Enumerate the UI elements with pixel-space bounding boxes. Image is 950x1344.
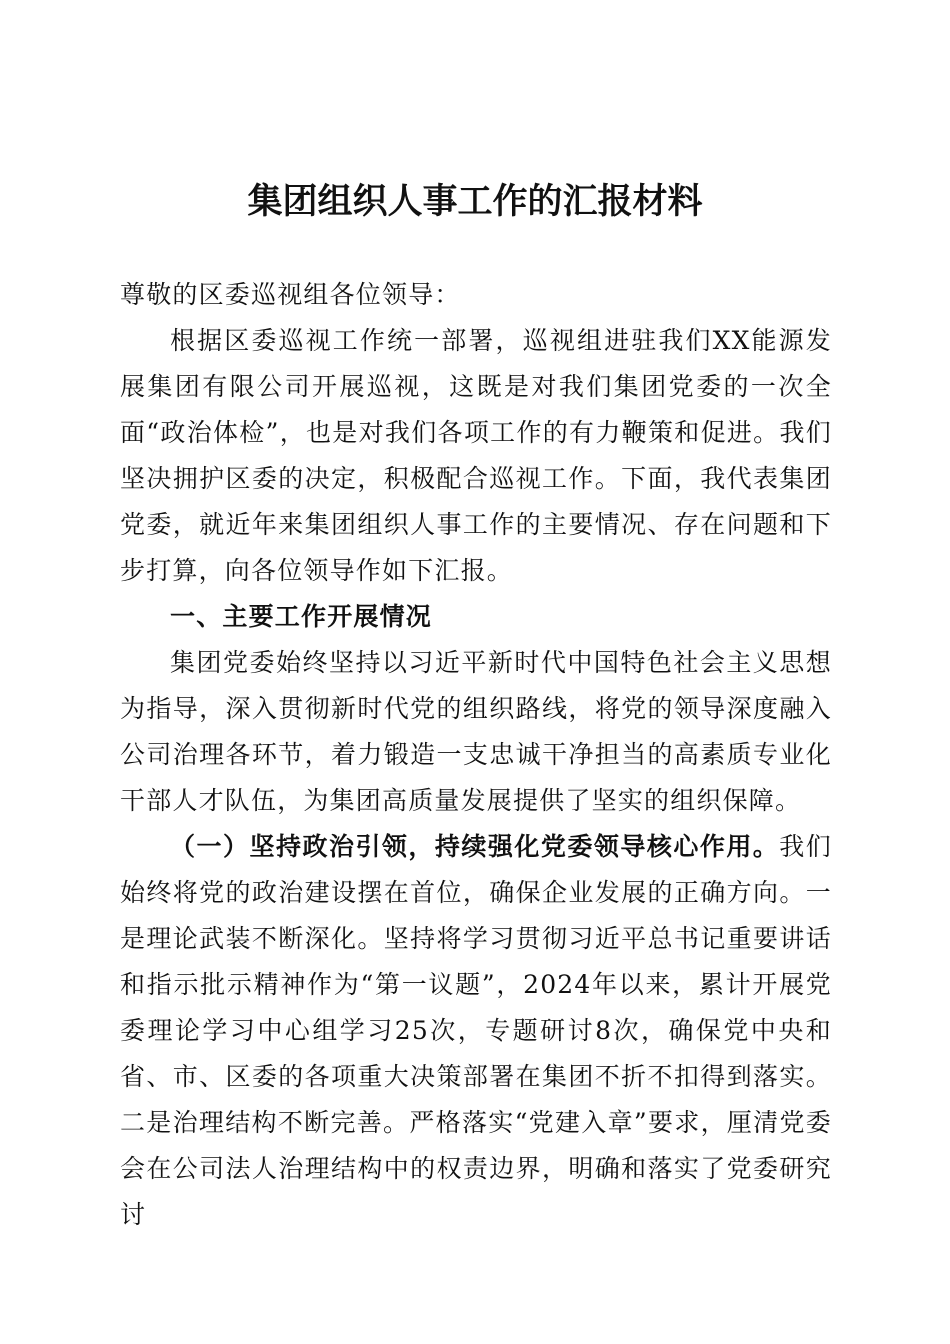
subsection-heading: （一）坚持政治引领，持续强化党委领导核心作用。 [170,832,780,861]
subsection-paragraph [120,824,832,1238]
intro-paragraph: 根据区委巡视工作统一部署，巡视组进驻我们XX能源发展集团有限公司开展巡视，这既是对我们集团党委的一次全面“政治体检”，也是对我们各项工作的有力鞭策和促进。我们坚决拥护区委的决定，积极配合巡视工作。下面，我代表集团党委，就近年来集团组织人事工作的主要情况、存在问题和下步打算，向各位领导作如下汇报。 [120,326,832,585]
subsection-text: 我们始终将党的政治建设摆在首位，确保企业发展的正确方向。一是理论武装不断深化。坚持将学习贯彻习近平总书记重要讲话和指示批示精神作为“第一议题”，2024年以来，累计开展党委理论学习中心组学习25次，专题研讨8次，确保党中央和省、市、区委的各项重大决策部署在集团不折不扣得到落实。二是治理结构不断完善。严格落实“党建入章”要求，厘清党委会在公司法人治理结构中的权责边界，明确和落实了党委研究讨 [120,832,832,1229]
document-body [120,272,832,1238]
section-paragraph: 集团党委始终坚持以习近平新时代中国特色社会主义思想为指导，深入贯彻新时代党的组织路线，将党的领导深度融入公司治理各环节，着力锻造一支忠诚干净担当的高素质专业化干部人才队伍，为集团高质量发展提供了坚实的组织保障。 [120,648,832,815]
document-title: 集团组织人事工作的汇报材料 [247,181,703,222]
salutation: 尊敬的区委巡视组各位领导： [120,280,461,309]
section-heading: 一、主要工作开展情况 [170,602,433,631]
